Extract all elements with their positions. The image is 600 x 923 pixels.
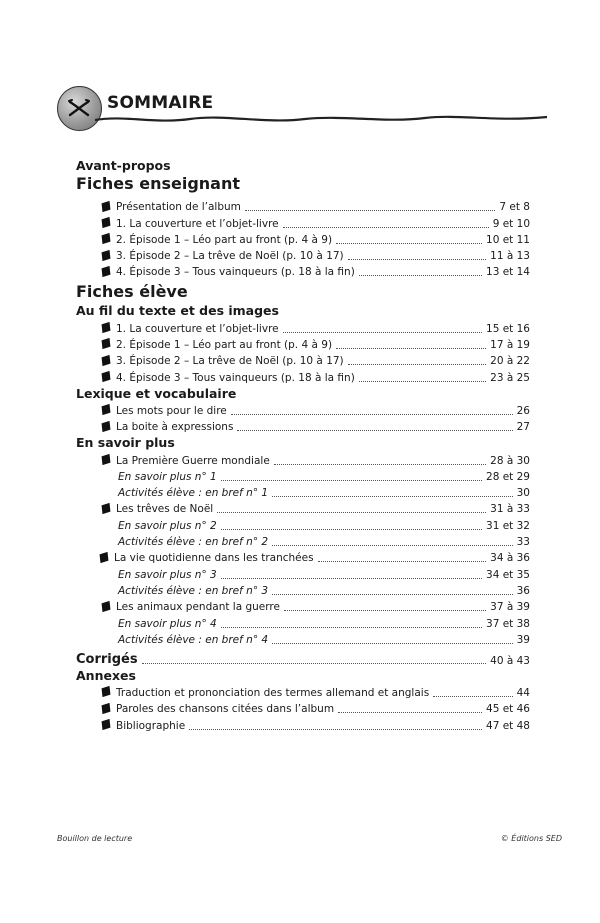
toc-pages: 11 à 13	[490, 250, 530, 263]
toc-label: En savoir plus n° 2	[118, 519, 217, 532]
bullet-mark	[102, 503, 111, 514]
toc-row	[76, 368, 530, 384]
toc-row	[76, 231, 530, 247]
toc-label: La Première Guerre mondiale	[116, 454, 270, 467]
toc-pages: 36	[516, 584, 530, 597]
bullet-mark	[102, 249, 111, 260]
toc-row	[76, 263, 530, 279]
toc-pages: 28 et 29	[486, 470, 530, 483]
toc-row	[76, 716, 530, 732]
bullet-mark	[102, 322, 111, 333]
toc-pages: 23 à 25	[490, 371, 530, 384]
toc-pages: 31 à 33	[490, 503, 530, 516]
bullet-mark	[102, 454, 111, 465]
toc-row	[76, 402, 530, 418]
toc-label: Les mots pour le dire	[116, 404, 227, 417]
toc-label: Activités élève : en bref n° 3	[118, 584, 269, 597]
toc-pages: 31 et 32	[486, 519, 530, 532]
toc-row	[76, 549, 530, 565]
toc-subrow	[76, 484, 530, 500]
toc-pages: 13 et 14	[486, 266, 530, 279]
annexes-heading: Annexes	[76, 667, 136, 683]
toc-pages: 40 à 43	[490, 654, 530, 667]
toc-subrow	[76, 565, 530, 581]
toc-pages: 27	[516, 421, 530, 434]
toc-row	[76, 451, 530, 467]
toc-pages: 20 à 22	[490, 355, 530, 368]
toc-row	[76, 198, 530, 214]
toc-pages: 34 et 35	[486, 568, 530, 581]
bullet-mark	[102, 600, 111, 611]
toc-label: Activités élève : en bref n° 2	[118, 536, 269, 549]
bullet-mark	[102, 201, 111, 212]
toc-label: La boite à expressions	[116, 421, 234, 434]
toc-pages: 10 et 11	[486, 233, 530, 246]
toc-label: Présentation de l’album	[116, 201, 241, 214]
toc-subrow	[76, 614, 530, 630]
toc-subrow	[76, 631, 530, 647]
au-fil-heading: Au fil du texte et des images	[76, 303, 279, 319]
toc-label: 3. Épisode 2 – La trêve de Noël (p. 10 à 17)	[116, 250, 344, 263]
page-title: SOMMAIRE	[107, 93, 214, 113]
corriges-row	[76, 647, 530, 667]
fiches-eleve-heading: Fiches élève	[76, 282, 188, 302]
toc-label: 2. Épisode 1 – Léo part au front (p. 4 à 9)	[116, 339, 333, 352]
page-header	[57, 86, 547, 136]
toc-label: Les trêves de Noël	[116, 503, 214, 516]
bullet-mark	[102, 266, 111, 277]
toc-label: Les animaux pendant la guerre	[116, 601, 280, 614]
footer-series: Bouillon de lecture	[57, 834, 133, 843]
toc-label: 3. Épisode 2 – La trêve de Noël (p. 10 à 17)	[116, 355, 344, 368]
bullet-mark	[102, 719, 111, 730]
toc-pages: 37 et 38	[486, 617, 530, 630]
toc-label: Activités élève : en bref n° 4	[118, 633, 269, 646]
toc-row	[76, 319, 530, 335]
toc-row	[76, 700, 530, 716]
toc-pages: 44	[516, 687, 530, 700]
fiches-enseignant-heading: Fiches enseignant	[76, 174, 241, 193]
toc-label: 4. Épisode 3 – Tous vainqueurs (p. 18 à la fin)	[116, 371, 355, 384]
toc-row	[76, 598, 530, 614]
bullet-mark	[102, 420, 111, 431]
toc-pages: 28 à 30	[490, 454, 530, 467]
toc-label: En savoir plus n° 3	[118, 568, 217, 581]
bullet-mark	[102, 404, 111, 415]
bullet-mark	[102, 371, 111, 382]
toc-subrow	[76, 516, 530, 532]
toc-pages: 9 et 10	[492, 217, 530, 230]
bullet-mark	[102, 338, 111, 349]
toc-row	[76, 684, 530, 700]
toc-label: Activités élève : en bref n° 1	[118, 487, 269, 500]
toc-pages: 37 à 39	[490, 601, 530, 614]
header-underline	[95, 112, 547, 126]
toc-subrow	[76, 468, 530, 484]
bullet-mark	[102, 686, 111, 697]
lexique-heading: Lexique et vocabulaire	[76, 385, 237, 401]
toc-pages: 7 et 8	[499, 201, 530, 214]
toc-pages: 39	[516, 633, 530, 646]
toc-label: En savoir plus n° 1	[118, 470, 217, 483]
toc-label: La vie quotidienne dans les tranchées	[114, 552, 314, 565]
toc-label: Paroles des chansons citées dans l’album	[116, 703, 335, 716]
toc-label: 1. La couverture et l’objet-livre	[116, 322, 279, 335]
bullet-mark	[102, 355, 111, 366]
bullet-mark	[102, 703, 111, 714]
table-of-contents	[76, 158, 530, 733]
toc-row	[76, 500, 530, 516]
bullet-mark	[100, 552, 109, 563]
toc-row	[76, 336, 530, 352]
toc-pages: 17 à 19	[490, 339, 530, 352]
toc-label: Traduction et prononciation des termes allemand et anglais	[116, 687, 430, 700]
toc-label: En savoir plus n° 4	[118, 617, 217, 630]
toc-pages: 26	[516, 404, 530, 417]
toc-subrow	[76, 582, 530, 598]
avant-propos-heading: Avant-propos	[76, 158, 171, 173]
footer-publisher: © Éditions SED	[500, 834, 562, 843]
toc-pages: 34 à 36	[490, 552, 530, 565]
corriges-label: Corrigés	[76, 651, 138, 667]
toc-row	[76, 214, 530, 230]
toc-row	[76, 418, 530, 434]
toc-pages: 33	[516, 536, 530, 549]
toc-pages: 45 et 46	[486, 703, 530, 716]
toc-pages: 15 et 16	[486, 322, 530, 335]
crossed-swords-icon	[67, 96, 91, 120]
toc-label: 4. Épisode 3 – Tous vainqueurs (p. 18 à la fin)	[116, 266, 355, 279]
toc-label: Bibliographie	[116, 719, 186, 732]
toc-subrow	[76, 533, 530, 549]
toc-pages: 47 et 48	[486, 719, 530, 732]
bullet-mark	[102, 217, 111, 228]
toc-row	[76, 352, 530, 368]
toc-pages: 30	[516, 487, 530, 500]
toc-label: 2. Épisode 1 – Léo part au front (p. 4 à 9)	[116, 233, 333, 246]
toc-row	[76, 247, 530, 263]
en-savoir-plus-heading: En savoir plus	[76, 435, 175, 451]
toc-label: 1. La couverture et l’objet-livre	[116, 217, 279, 230]
bullet-mark	[102, 233, 111, 244]
